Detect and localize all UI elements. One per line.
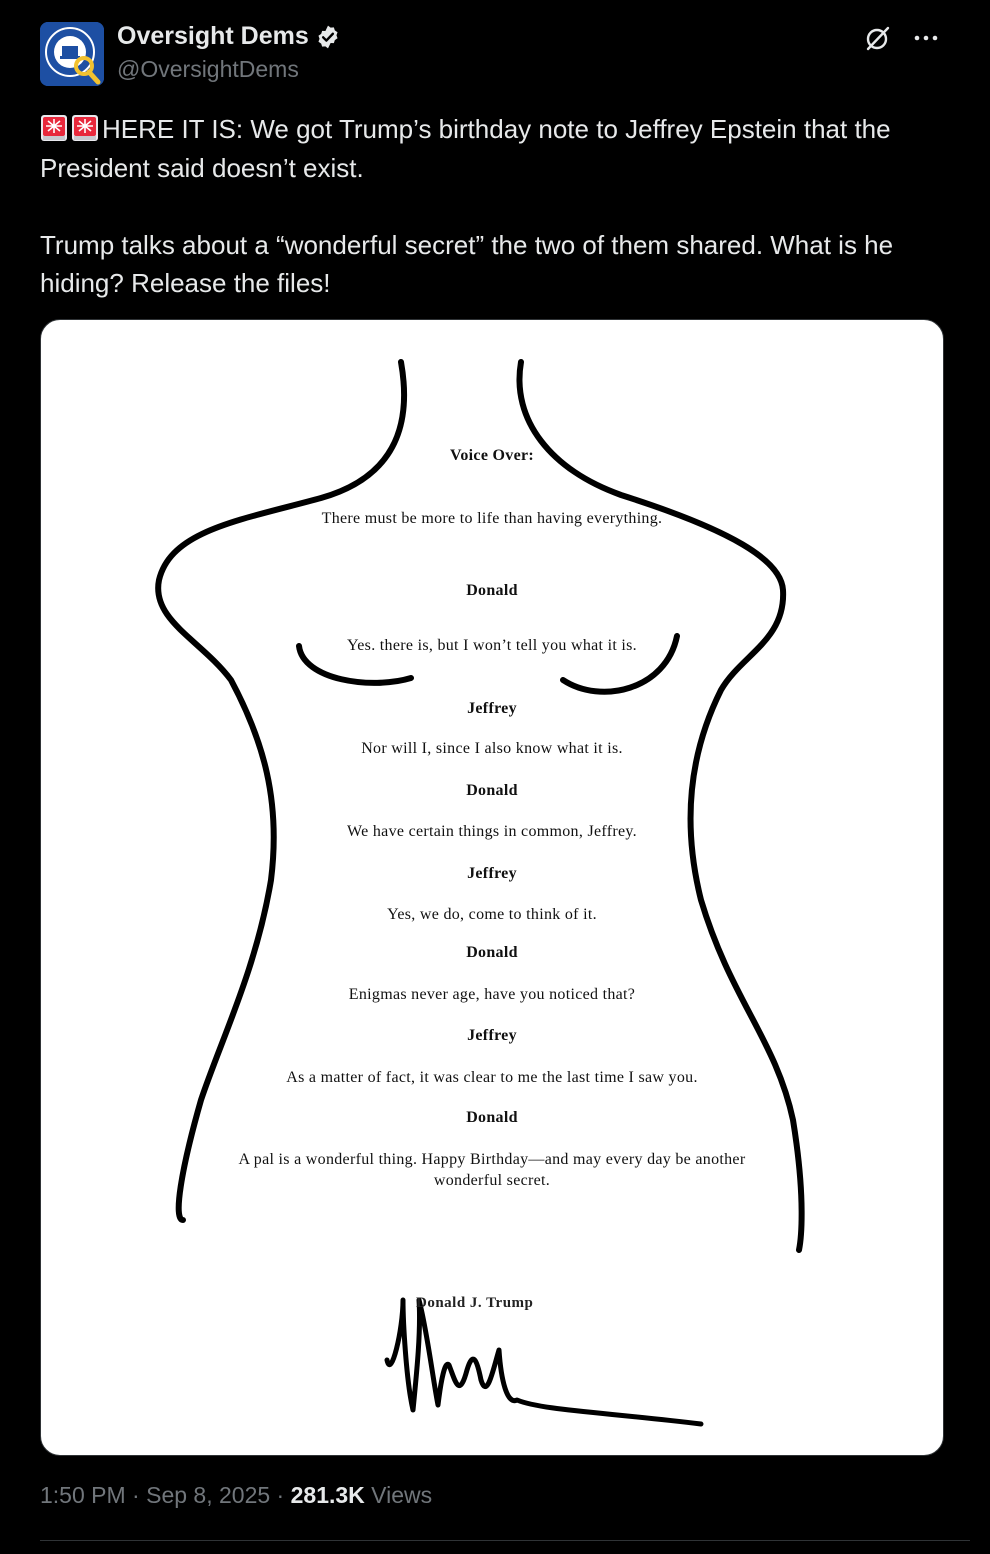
note-line: We have certain things in common, Jeffrey.	[347, 823, 637, 840]
note-line: Nor will I, since I also know what it is.	[361, 740, 623, 757]
note-line: Yes, we do, come to think of it.	[387, 906, 597, 923]
tweet-date[interactable]: Sep 8, 2025	[146, 1482, 271, 1508]
author-name-row	[117, 22, 341, 51]
signature-scribble	[387, 1300, 701, 1424]
note-speaker: Donald	[466, 782, 518, 799]
author-name[interactable]: Oversight Dems	[117, 22, 309, 50]
siren-emoji	[40, 114, 68, 142]
note-speaker: Donald	[466, 582, 518, 599]
more-icon[interactable]	[912, 24, 940, 52]
tweet-meta	[40, 1482, 432, 1509]
siren-emoji	[71, 114, 99, 142]
note-speaker: Jeffrey	[467, 1027, 517, 1044]
verified-icon	[315, 24, 341, 50]
author-handle[interactable]: @OversightDems	[117, 56, 299, 82]
tweet-line-1: HERE IT IS: We got Trump’s birthday note to Jeffrey Epstein that the President said doesn’t exist.	[40, 114, 891, 183]
meta-separator: ·	[125, 1482, 147, 1508]
note-line: wonderful secret.	[433, 1172, 551, 1189]
oversight-seal-icon	[40, 22, 104, 86]
note-heading: Voice Over:	[449, 447, 534, 464]
views-label: Views	[364, 1482, 433, 1508]
avatar[interactable]	[40, 22, 104, 86]
note-line: There must be more to life than having everything.	[321, 510, 663, 527]
tweet-paragraph-2: Trump talks about a “wonderful secret” the two of them shared. What is he hiding? Release the files!	[40, 229, 894, 298]
signature-name: Donald J. Trump	[416, 1295, 534, 1311]
tweet-actions-top	[864, 24, 940, 52]
note-line: A pal is a wonderful thing. Happy Birthday—and may every day be another	[238, 1151, 746, 1168]
meta-separator: ·	[270, 1482, 291, 1508]
views-count: 281.3K	[290, 1482, 365, 1508]
note-line: As a matter of fact, it was clear to me the last time I saw you.	[286, 1069, 698, 1086]
tweet-paragraph-1	[40, 110, 950, 187]
divider	[40, 1540, 970, 1541]
note-speaker: Jeffrey	[467, 700, 517, 717]
tweet-image[interactable]	[40, 319, 944, 1456]
tweet-text	[40, 110, 950, 303]
note-line: Yes. there is, but I won’t tell you what it is.	[347, 637, 637, 654]
note-speaker: Donald	[466, 944, 518, 961]
note-speaker: Jeffrey	[467, 865, 517, 882]
tweet-time[interactable]: 1:50 PM	[40, 1482, 126, 1508]
note-line: Enigmas never age, have you noticed that?	[348, 986, 636, 1003]
body-outline-drawing	[41, 320, 943, 1455]
grok-icon[interactable]	[864, 24, 892, 52]
note-speaker: Donald	[466, 1109, 518, 1126]
